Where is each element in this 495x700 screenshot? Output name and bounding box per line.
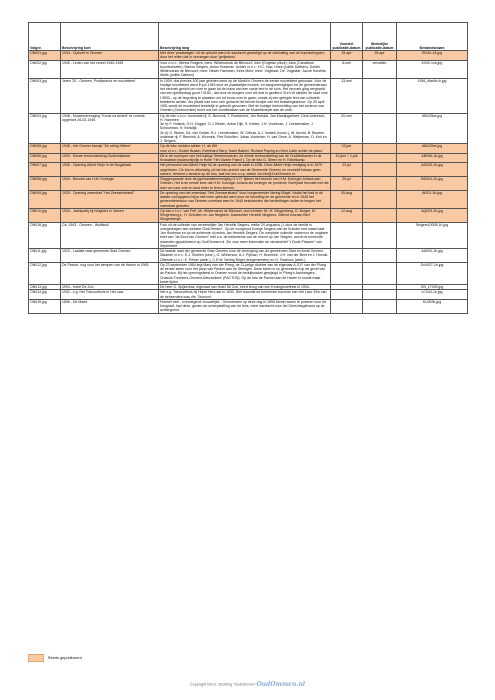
cell-volgnr: ON011.jpg — [29, 249, 61, 263]
cell-beschrijving-lang: Voor v.l.n.r.: Bertus Rutgers; mevr. Wildervanck de Blécourt; John (Engelse piloot); Jans (Canadese boordschutter); Marion Seigers, Anton Houtman. Achter v.l.n.r.: H.C. Hop; Hoek (politie Dalfsen); Dokter Wildervanck de Blécourt; mevr. Nesen Harmsen; Kees Metz; mevr. Vogelaar; De. Vogelaar; Jacob Horstink; Wulfs (politie Dalfsen) — [159, 60, 331, 78]
cell-werkelijke-datum — [363, 262, 397, 284]
cell-werkelijke-datum — [363, 78, 397, 113]
cell-volgnr: ON005.jpg — [29, 144, 61, 154]
cell-volgnr: ON008.jpg — [29, 177, 61, 191]
spreadsheet-page — [28, 22, 467, 314]
cell-voorstel-datum — [331, 290, 363, 300]
cell-volgnr: ON013.jpg — [29, 285, 61, 290]
cell-volgnr: ON009.jpg — [29, 190, 61, 208]
cell-bestandsnaam: AI001-1b.jpg — [397, 190, 468, 208]
cell-werkelijke-datum — [363, 163, 397, 177]
cell-beschrijving-lang: De opening van het zwembad "Het Zeesserstrand" door burgemeester Nering Bögel. Nadat het bad in de laatste oorlogsjaren bijna niet meer gebruikt werd door de bezetting en de gemeente en in 1945 het gemeentebestuur van Ommen overnam werd in 1946 beslotenden die herstellingen zullen te kregen het zwembad gesloten. — [159, 190, 331, 208]
cell-voorstel-datum: 05-aug — [331, 190, 363, 208]
cell-bestandsnaam: AQ003-1b.jpg — [397, 208, 468, 222]
cell-volgnr: ON004.jpg — [29, 113, 61, 144]
cell-voorstel-datum — [331, 299, 363, 313]
table-row — [29, 290, 468, 300]
cell-beschrijving-lang: Met deze 'praatwagen' uit de optocht werd de aandacht gevestigd op de ontsluiting van de buurtschoppen, door het reiten dat in vervangen door 'geitjesbus'. — [159, 51, 331, 61]
cell-beschrijving-kort: 1904 - Hotel De Zon — [61, 285, 159, 290]
table-row — [29, 51, 468, 61]
cell-beschrijving-kort: Jaren '20 - Ommen, Postkantoor en muziektent — [61, 78, 159, 113]
cell-bestandsnaam: AB006-1b.jpg — [397, 153, 468, 163]
table-row — [29, 60, 468, 78]
cell-voorstel-datum: 10-juni + 1-juli — [331, 153, 363, 163]
cell-volgnr: ON014.jpg — [29, 290, 61, 300]
cell-werkelijke-datum — [363, 144, 397, 154]
cell-beschrijving-kort: 1930 - Eerste tentoonstelling Oudheidkamer — [61, 153, 159, 163]
table-row — [29, 208, 468, 222]
cell-volgnr: ON016.jpg — [29, 222, 61, 249]
cell-voorstel-datum: 6-mei — [331, 60, 363, 78]
cell-bestandsnaam: K000-1vb.jpg — [397, 60, 468, 78]
table-row — [29, 249, 468, 263]
cell-bestandsnaam: AA003-1b.jpg — [397, 249, 468, 263]
cell-beschrijving-lang: Vlaggenparade door de gymnastiekvereniging G.V.O. tijdens het bezoek van H.M. Koningin Juliana aan Ommen. Het is de eerste keer dat H.M. Koningin Juliana als koningin de provincie Overijssel bezoekt met als doel om haar volk en land beter te leren kennen. — [160, 177, 329, 190]
header-voorstel-datum: Voorstel publicatie-datum — [331, 23, 363, 51]
cell-bestandsnaam: Seigers10008-1b.jpg — [397, 222, 468, 249]
cell-voorstel-datum — [331, 262, 363, 284]
header-volgnr: Volgnr. — [29, 23, 61, 51]
cell-werkelijke-datum: vervallen — [363, 60, 397, 78]
cell-volgnr: ON006.jpg — [29, 153, 61, 163]
table-row — [29, 190, 468, 208]
table-row — [29, 299, 468, 313]
table-row — [29, 113, 468, 144]
cell-beschrijving-kort: 1930 - Opening zwembad "Het Zeesserstrand" — [61, 190, 159, 208]
cell-werkelijke-datum — [363, 190, 397, 208]
cell-beschrijving-kort: 1948 - Het Ommer bandje "De string Hitters" — [61, 144, 159, 154]
cell-beschrijving-kort: 1932 - z.g. Het Tokvoorthuis in Het Laar — [61, 290, 159, 300]
table-row — [29, 177, 468, 191]
cell-beschrijving-lang: Hoewel veel - overwegend vrouwelijke - Ommenaren op deze dag in 1896 bereid waren te poseren voor de fotograaf, had deze, gezien de scherpstelling van de lens, meer aandacht voor het Gerechtsgebouw op de achtergrond. — [159, 299, 331, 313]
cell-volgnr: ON002.jpg — [29, 60, 61, 78]
cell-beschrijving-kort: 1948 - Muziekvereniging "Kunst na Arbeid" te Lemele, opgericht 26-02-1946 — [61, 113, 159, 144]
cell-beschrijving-lang: Dit is de voorloper van het huidige Streekmuseum, de eerste tentoonstelling van de Oudheidkamer in de Kruisabsel (waarschijnlijk in Hotel "Het Zwarte Paard"). Op de foto G. Steen en H. Ekkelkamp. — [159, 153, 331, 163]
cell-beschrijving-lang: De laatste raad der gemeente Stad Ommen voor de vereniging van de gemeenten Stad en Ambt Ommen. Staande v.l.n.r.: E.J. Stoelen (secr.), G. Wüherson, A.J. Pijlman, H. Hunneke, J.H. van der Bent en J. Hunnik. Zittende v.l.n.r.: K. Pelser (weth.), C.E.W. Nering Bögel (burgemeester) en G. Paarhuis (weth.). — [159, 249, 331, 263]
header-row — [29, 23, 468, 51]
cell-voorstel-datum: 12-aug — [331, 208, 363, 222]
cell-bestandsnaam: AD003-1b.jpg — [397, 163, 468, 177]
cell-volgnr: ON010.jpg — [29, 208, 61, 222]
header-bestandsnaam: Bestandsnaam — [397, 23, 468, 51]
legend — [28, 654, 82, 662]
cell-beschrijving-lang: Foto uit de collectie van verzetsbijter Jan Hendrik Seigers, welke 24 augustus j.l. door de familie is overgedragen aan website"OudOmmen". Op de voorgrond Koosje Seigers-van de Kuinder met naast haar Jan Houtman en op de achterste rij rechts Jan Hendrik Seigers. De complete collectie, waarvoor de originele brief van "de Bout van Ommen" met o.a. de bekentenis van de moord op Jan Seigers, wordt de komende maanden gepubliceerd op OudOmmen.nl. Zie voor meer informatie de nieuwsbrief "t Zoule Plassen" van September. — [159, 222, 331, 249]
page-footer — [0, 681, 495, 688]
cell-beschrijving-kort: De Pacton, nog voor het dempen van de Haven in 1965 — [61, 262, 159, 284]
cell-beschrijving-kort: Ca. 1943 - Ommen - Wolfskuil — [61, 222, 159, 249]
cell-bestandsnaam: 1936_Marktv-b.jpg — [397, 78, 468, 113]
cell-voorstel-datum: 29-jul — [331, 177, 363, 191]
cell-beschrijving-kort: 1923 - Laatste raad gemeente Stad Ommen — [61, 249, 159, 263]
cell-voorstel-datum: 03-jun — [331, 144, 363, 154]
footer-text: Copyright foto's: stichting 'OudOmmen' — [189, 682, 256, 687]
table-row — [29, 163, 468, 177]
table-row — [29, 222, 468, 249]
cell-werkelijke-datum — [363, 113, 397, 144]
cell-voorstel-datum: 20-mei — [331, 113, 363, 144]
cell-werkelijke-datum — [363, 249, 397, 263]
cell-werkelijke-datum — [363, 208, 397, 222]
cell-werkelijke-datum — [363, 299, 397, 313]
footer-logo: OudOmmen.nl — [256, 681, 306, 688]
table-body — [29, 51, 468, 314]
cell-beschrijving-kort: 1936 - Opening Albert Heijn in de Brugstraat — [61, 163, 159, 177]
cell-beschrijving-kort: 1930 - Jachtpartij bij Ningbers in Varsen — [61, 208, 159, 222]
cell-bestandsnaam: AB022bd.jpg — [397, 144, 468, 154]
cell-voorstel-datum: 29-apr — [331, 51, 363, 61]
cell-bestandsnaam: KU003b.jpg — [397, 299, 468, 313]
table-row — [29, 262, 468, 284]
cell-beschrijving-lang: Op de foto: midden achter: H. de Wit voor v.l.n.r.: Gozen Braam, Everthard Sierp, Harm Bakker, Richard Paping en Hein Lokin achter de piano. — [159, 144, 331, 154]
cell-volgnr: ON003.jpg — [29, 78, 61, 113]
cell-werkelijke-datum — [363, 222, 397, 249]
cell-voorstel-datum — [331, 249, 363, 263]
cell-beschrijving-lang: In 1909, dus precies 100 jaar geleden werd op de Markt in Ommen de eerste muziektent gebouwd. Voor de huidige muziektent werd in juli 1949 door de plaatselijke muziek- en zangverenigingen tot de gemeenteraad het verzoek gericht om over te gaan tot de bouw van een vaste tent in de kom. Het verzoek ging vergezeld van een geldbedrag groot f 3150,- dat door de burgers voor dit doel is geofferd. B en W stelden de raad voor f 3500,- op de begroting te plaatsen om tot bouw over te gaan; omdat zij een gelegde tent van culturele betekenis achten. Als plaats had men zich gedacht het terrein tezijde van het belastingkantoor. Op 30 april 1951 wordt de muziektent feestelijk in gebruik genomen. Met de huidige herinrichting van het centrum van Ommen (Centrumvisie) komt ook het voortbestaan van de Muziekkoepel aan de orde. — [159, 78, 331, 113]
cell-voorstel-datum: 13-mei — [331, 78, 363, 113]
cell-beschrijving-lang: De heer G. Spijkerbos, eigenaar van Hotel De Zon, keert terug van een Koninginnefeest in 1904. — [159, 285, 331, 290]
cell-volgnr: ON007.jpg — [29, 163, 61, 177]
cell-bestandsnaam: Dv0027-1b.jpg — [397, 262, 468, 284]
publication-table — [28, 22, 468, 314]
cell-beschrijving-kort: 1949 - Bezoek van H.M. Koningin — [61, 177, 159, 191]
cell-beschrijving-lang: Het z.g. Tokvoorthuis bij Huize Het Laar in 1932. Hier woonde de beheerder-tuinman van Het Laar. Eén van de beheerders was dhr. Tokvoort. — [159, 290, 331, 300]
cell-bestandsnaam: BD004-1b.jpg — [397, 177, 468, 191]
table-row — [29, 144, 468, 154]
header-beschrijving-kort: Beschrijving kort — [61, 23, 159, 51]
cell-werkelijke-datum — [363, 153, 397, 163]
header-beschrijving-lang: Beschrijving lang — [159, 23, 331, 51]
cell-beschrijving-lang: Op 23 september 1954 legt Mary van der Ploeg, de 11-jarige dochter van de eigenaar A.G.P. van der Ploeg de eerste steen voor het pand van Pacton aan de Strengen. Deze steen is nu gemonteerd op de gevel van de Pacton. Bij het openingsfeest in Ommen wordt de bedrijfsnaam gewijzigd in 'Ploeg's Aanhangers-Chassis-Trechters-Ommen-Nieuwekerk' (PACTON). Op de foto de Pacton aan de Haven in koude maar beste tijden. — [159, 262, 331, 284]
cell-beschrijving-lang: Het personeel van Albert Heijn bij de opening van de zaak in 1936. Deze Albert Heijn vestiging is in 1979 opgeheven. De foto is afkomstig uit het foto-archief van de Gemeente Ommen en vermeldt helaas geen namen. Herkent u iemand op de foto, laat het ons s.v.p. weten via info@OudOmmen.nl. — [159, 163, 331, 177]
legend-label: Reeds gepubliceerd — [48, 656, 82, 660]
header-werkelijke-datum: Werkelijke publicatie-datum — [363, 23, 397, 51]
cell-beschrijving-lang: Op foto v.l.n.r.: van Pelt, Mr. Wildervanck de Blécourt, oud minister Mr. M. Slingenberg, G. Borger, M. Slingenberg jr., H. Scholten en Jan Ningbers. Daarachter Hendrik Ningbers. Zittend vooraan Bert Slingenbergh. — [159, 208, 331, 222]
cell-beschrijving-lang: Op de foto v.l.n.r.: bovenste rij: G. Bennink, T. Roddenhof, Jan Hulsink, Jan Klantjugenbert, Derk Ardeesch, H. Hammen 3e rij: F. Hulsink, G.H. Dogger, G.J. Bloten, Anton Dijk, S. Kelder, J.H. Voortman, J. Leestemaker, J. Schuurman, H. Kerkdijk 2e rij: G. Bloten, Ed. van Gelder, B.J. Leestemaker, W. Olthuis, A.J. Immink (voorz.), W. Arnold, B. Bloeten. onderste rij: F. Bennink, A. Wunnink, Piet Scholten, Johan Voortman, H. van Gene, A. Meijerman, D. Krul en J. Seigers. — [159, 113, 331, 144]
cell-beschrijving-kort: 1896 - De Markt — [61, 299, 159, 313]
cell-voorstel-datum: 22-jul — [331, 163, 363, 177]
cell-voorstel-datum — [331, 222, 363, 249]
cell-bestandsnaam: LC044-1b.jpg — [397, 290, 468, 300]
legend-swatch — [28, 654, 44, 662]
cell-werkelijke-datum — [363, 177, 397, 191]
cell-volgnr: ON012.jpg — [29, 262, 61, 284]
table-row — [29, 78, 468, 113]
cell-werkelijke-datum — [363, 290, 397, 300]
cell-volgnr: ON001.jpg — [29, 51, 61, 61]
cell-bestandsnaam: AB023bd.jpg — [397, 113, 468, 144]
cell-bestandsnaam: EI040-16.jpg — [397, 51, 468, 61]
table-row — [29, 153, 468, 163]
cell-volgnr: ON015.jpg — [29, 299, 61, 313]
cell-beschrijving-kort: 1934 - Opfocht in Ommen — [61, 51, 159, 61]
cell-bestandsnaam: ON_LT009.jpg — [397, 285, 468, 290]
cell-werkelijke-datum: 29-apr — [363, 51, 397, 61]
cell-beschrijving-kort: 1945 - Leden van het verzet 1940-1945 — [61, 60, 159, 78]
